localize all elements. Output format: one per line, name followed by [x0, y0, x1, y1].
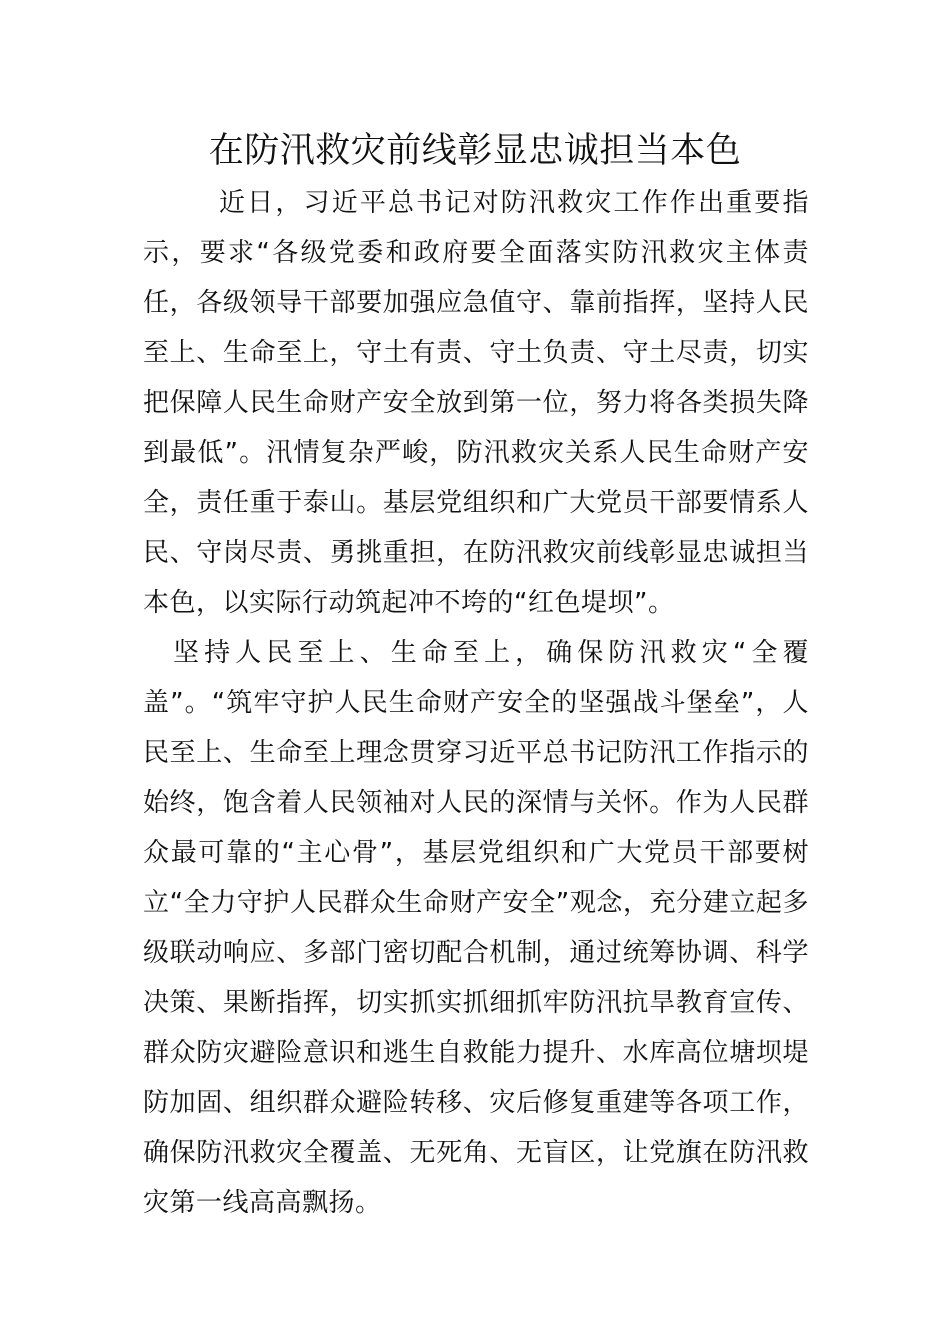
paragraph-people-first: 坚持人民至上、生命至上，确保防汛救灾“全覆盖”。“筑牢守护人民生命财产安全的坚强战斗堡垒”，人民至上、生命至上理念贯穿习近平总书记防汛工作指示的始终，饱含着人民领袖对人民的深情与关怀。作为人民群众最可靠的“主心骨”，基层党组织和广大党员干部要树立“全力守护人民群众生命财产安全”观念，充分建立起多级联动响应、多部门密切配合机制，通过统筹协调、科学决策、果断指挥，切实抓实抓细抓牢防汛抗旱教育宣传、群众防灾避险意识和逃生自救能力提升、水库高位塘坝堤防加固、组织群众避险转移、灾后修复重建等各项工作，确保防汛救灾全覆盖、无死角、无盲区，让党旗在防汛救灾第一线高高飘扬。: [143, 638, 809, 1218]
paragraph-intro: 近日，习近平总书记对防汛救灾工作作出重要指示，要求“各级党委和政府要全面落实防汛救灾主体责任，各级领导干部要加强应急值守、靠前指挥，坚持人民至上、生命至上，守土有责、守土负责、守土尽责，切实把保障人民生命财产安全放到第一位，努力将各类损失降到最低”。汛情复杂严峻，防汛救灾关系人民生命财产安全，责任重于泰山。基层党组织和广大党员干部要情系人民、守岗尽责、勇挑重担，在防汛救灾前线彰显忠诚担当本色，以实际行动筑起冲不垮的“红色堤坝”。: [143, 188, 809, 618]
document-title: 在防汛救灾前线彰显忠诚担当本色: [208, 131, 742, 171]
document-body: [143, 178, 809, 1228]
